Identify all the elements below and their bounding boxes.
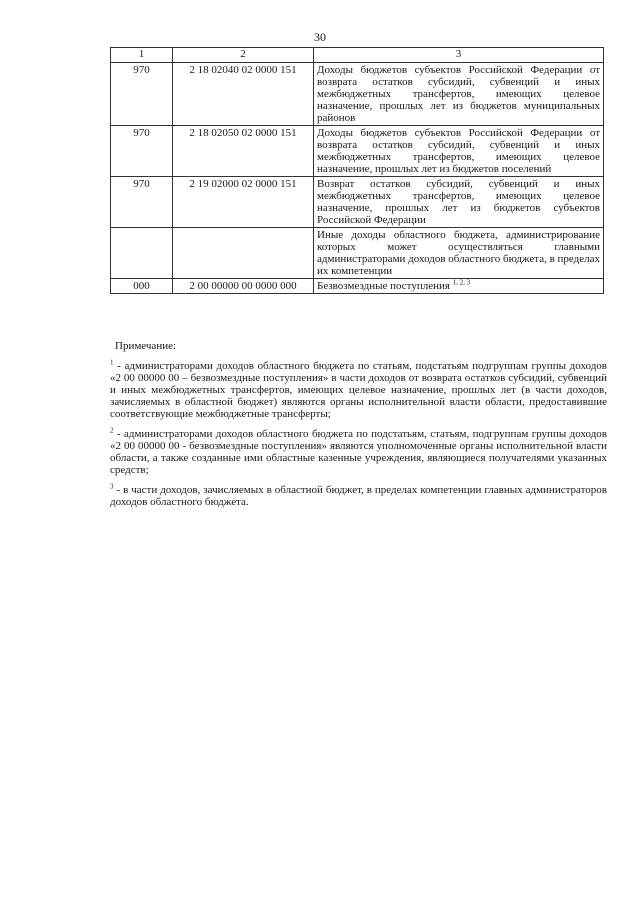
page-number: 30: [314, 30, 326, 44]
footnote-mark: 3: [110, 482, 114, 491]
admin-code-cell: 970: [111, 126, 173, 177]
admin-code-cell: 000: [111, 279, 173, 294]
admin-code-cell: [111, 228, 173, 279]
table-header-row: [111, 48, 604, 63]
footnote: [110, 484, 607, 508]
footnote-text: - администраторами доходов областного бюджета по подстатьям, статьям, подгруппам группы доходов «2 00 00000 00 - безвозмездные поступления» являются уполномоченные органы исполнительной власти области, а также созданные ими областные казенные учреждения, являющиеся получателями указанных средств;: [110, 428, 607, 476]
table-row: [111, 279, 604, 294]
revenue-code-cell: 2 19 02000 02 0000 151: [173, 177, 314, 228]
footnote: [110, 360, 607, 420]
notes-title: Примечание:: [115, 340, 177, 352]
footnote-refs: 1, 2, 3: [452, 278, 471, 287]
description-cell: [314, 279, 604, 294]
notes-section: [110, 340, 607, 516]
admin-code-cell: 970: [111, 177, 173, 228]
description-cell: Доходы бюджетов субъектов Российской Федерации от возврата остатков субсидий, субвенций и иных межбюджетных трансфертов, имеющих целевое назначение, прошлых лет из бюджетов поселений: [314, 126, 604, 177]
column-header: 3: [314, 48, 604, 63]
description-cell: Возврат остатков субсидий, субвенций и иных межбюджетных трансфертов, имеющих целевое назначение, прошлых лет из бюджетов субъектов Российской Федерации: [314, 177, 604, 228]
table-row: [111, 63, 604, 126]
column-header: 1: [111, 48, 173, 63]
footnote: [110, 428, 607, 476]
description-cell: Доходы бюджетов субъектов Российской Федерации от возврата остатков субсидий, субвенций и иных межбюджетных трансфертов, имеющих целевое назначение, прошлых лет из бюджетов муниципальных районов: [314, 63, 604, 126]
section-heading-cell: Иные доходы областного бюджета, администрирование которых может осуществляться главными администраторами доходов областного бюджета, в пределах их компетенции: [314, 228, 604, 279]
description-text: Безвозмездные поступления: [317, 280, 450, 292]
table-row: [111, 177, 604, 228]
footnote-mark: 1: [110, 358, 114, 367]
table-row: [111, 126, 604, 177]
revenue-code-cell: [173, 228, 314, 279]
footnote-text: - администраторами доходов областного бюджета по статьям, подстатьям подгруппам группы доходов «2 00 00000 00 – безвозмездные поступления» в части доходов от возврата остатков субсидий, субвенций и иных межбюджетных трансфертов, имеющих целевое назначение, прошлых лет (в части доходов, зачисляемых в областной бюджет) являются органы исполнительной власти области, предоставившие соответствующие межбюджетные трансферты;: [110, 360, 607, 420]
admin-code-cell: 970: [111, 63, 173, 126]
revenue-code-cell: 2 00 00000 00 0000 000: [173, 279, 314, 294]
table-row: [111, 228, 604, 279]
revenue-table: [110, 47, 604, 294]
footnote-mark: 2: [110, 426, 114, 435]
footnote-text: - в части доходов, зачисляемых в областной бюджет, в пределах компетенции главных администраторов доходов областного бюджета.: [110, 484, 607, 508]
column-header: 2: [173, 48, 314, 63]
revenue-code-cell: 2 18 02040 02 0000 151: [173, 63, 314, 126]
revenue-code-cell: 2 18 02050 02 0000 151: [173, 126, 314, 177]
